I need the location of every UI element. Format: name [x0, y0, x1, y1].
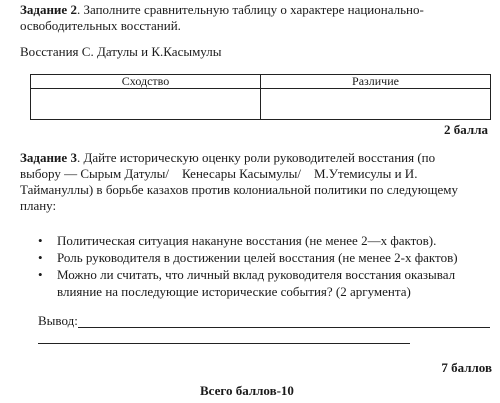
bullet-icon: • — [38, 267, 43, 282]
task2-heading — [20, 2, 424, 18]
bullet-icon: • — [38, 233, 43, 248]
similarity-cell[interactable] — [31, 89, 261, 120]
task3-text-line2: выбору — Сырым Датулы/ Кенесары Касымулы/ М.Утемисулы и И. — [20, 166, 418, 181]
task3-text-line3: Таймануллы) в борьбе казахов против колониальной политики по следующему — [20, 182, 458, 197]
task3-label: Задание 3 — [20, 150, 77, 165]
bullet-item-3: Можно ли считать, что личный вклад руководителя восстания оказывал — [57, 267, 456, 282]
bullet-item-2: Роль руководителя в достижении целей восстания (не менее 2-х фактов) — [57, 250, 458, 265]
total-score: Всего баллов-10 — [200, 383, 294, 398]
comparison-table — [30, 74, 491, 120]
task3-text: . Дайте историческую оценку роли руководителей восстания (по — [76, 150, 436, 165]
task2-text: . Заполните сравнительную таблицу о характере национально- — [76, 2, 424, 17]
bullet-item-1: Политическая ситуация накануне восстания (не менее 2—х фактов). — [57, 233, 437, 248]
task2-text-line2: освободительных восстаний. — [20, 18, 181, 33]
task3-text-line4: плану: — [20, 198, 57, 213]
task2-label: Задание 2 — [20, 2, 77, 17]
task3-heading — [20, 150, 435, 166]
conclusion-label: Вывод: — [38, 313, 78, 328]
conclusion-line-2[interactable] — [38, 343, 410, 344]
table-header-similarity: Сходство — [31, 75, 261, 89]
bullet-item-3-line2: влияние на последующие исторические события? (2 аргумента) — [57, 284, 411, 299]
task2-subtitle: Восстания С. Датулы и К.Касымулы — [20, 44, 222, 59]
bullet-icon: • — [38, 250, 43, 265]
conclusion-line-1[interactable] — [78, 327, 490, 328]
task3-score: 7 баллов — [441, 360, 492, 375]
task2-score: 2 балла — [444, 122, 488, 137]
difference-cell[interactable] — [261, 89, 491, 120]
table-header-difference: Различие — [261, 75, 491, 89]
